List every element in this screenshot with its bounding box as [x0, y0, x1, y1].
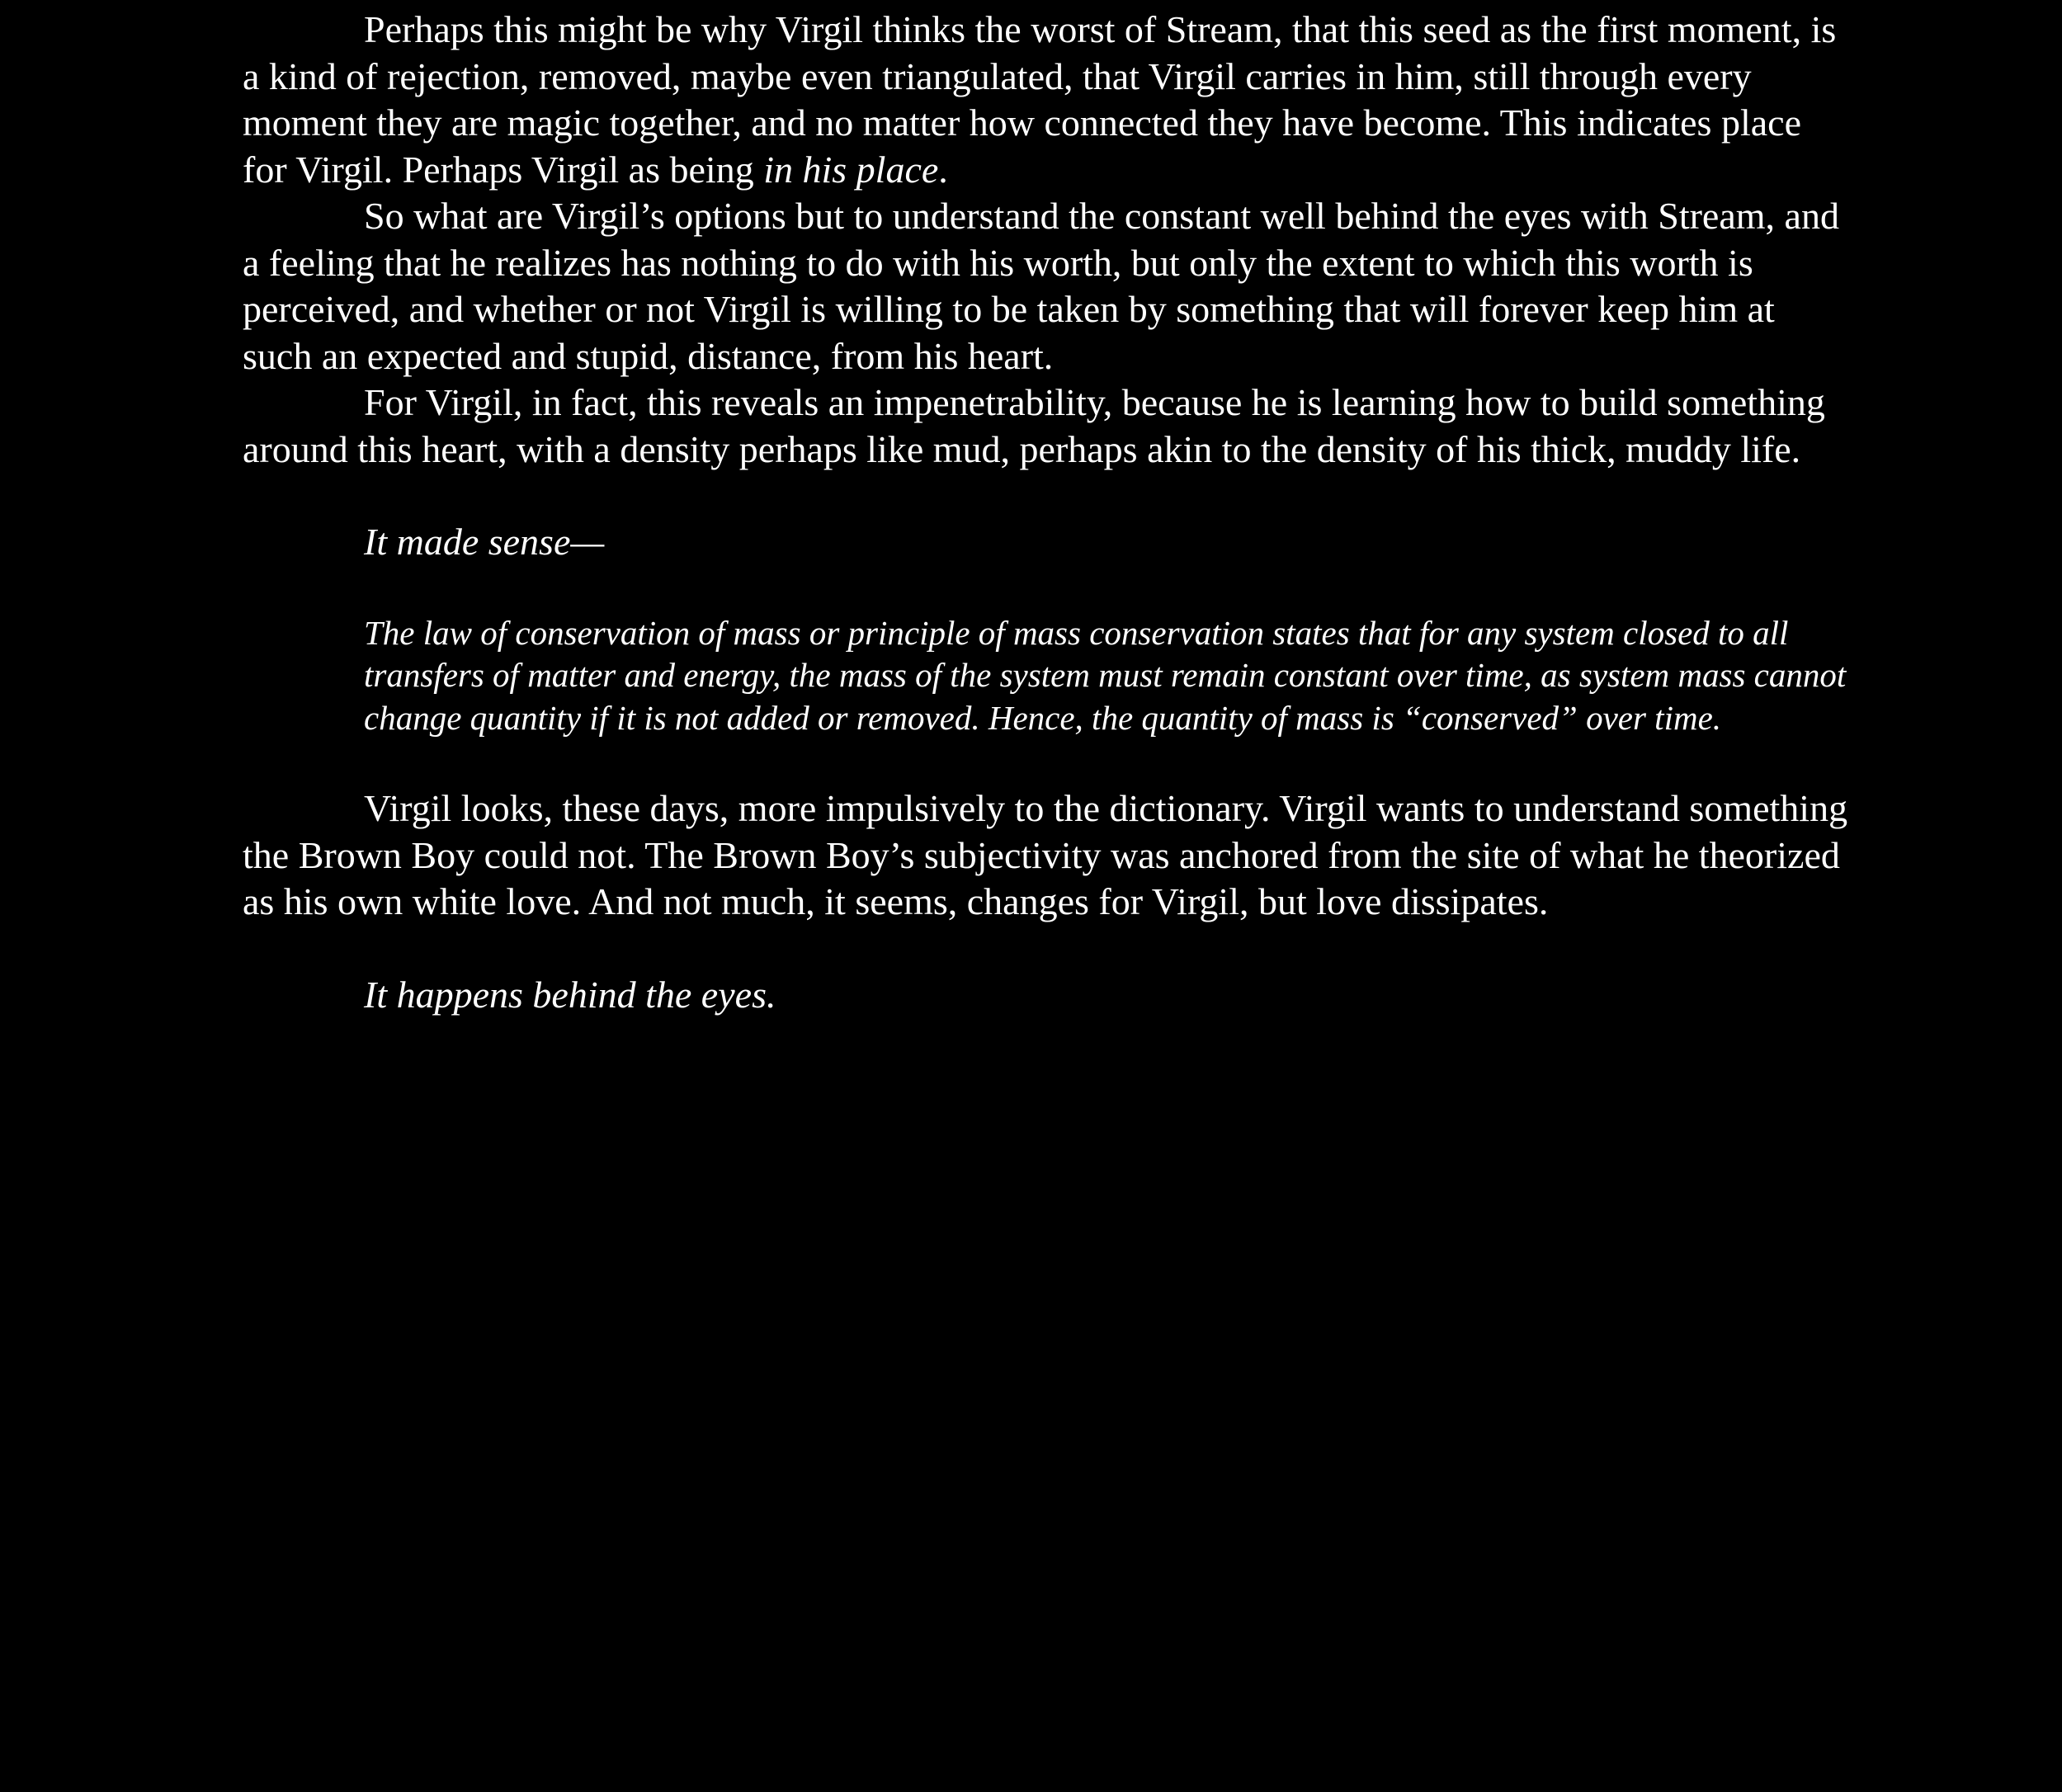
paragraph-1 — [243, 7, 1848, 193]
block-quote: The law of conservation of mass or principle of mass conservation states that for any system closed to all transfers of matter and energy, the mass of the system must remain constant over time, as system mass cannot change quantity if it is not added or removed. Hence, the quantity of mass is “conserved” over time. — [364, 613, 1847, 737]
paragraph-2: So what are Virgil’s options but to understand the constant well behind the eyes with Stream, and a feeling that he realizes has nothing to do with his worth, but only the extent to which this worth is perceived, and whether or not Virgil is willing to be taken by something that will forever keep him at such an expected and stupid, distance, from his heart. — [243, 195, 1839, 377]
paragraph-1-end: . — [938, 148, 948, 191]
paragraph-spacer — [243, 739, 1848, 785]
document-body — [243, 7, 1848, 1018]
italic-line-made-sense: It made sense— — [364, 521, 605, 563]
paragraph-spacer — [243, 926, 1848, 972]
paragraph-spacer — [243, 566, 1848, 612]
paragraph-spacer — [243, 473, 1848, 519]
paragraph-3: For Virgil, in fact, this reveals an impenetrability, because he is learning how to build something around this heart, with a density perhaps like mud, perhaps akin to the density of his thick, muddy life. — [243, 381, 1825, 470]
paragraph-4: Virgil looks, these days, more impulsively to the dictionary. Virgil wants to understand something the Brown Boy could not. The Brown Boy’s subjectivity was anchored from the site of what he theorized as his own white love. And not much, it seems, changes for Virgil, but love dissipates. — [243, 787, 1848, 922]
paragraph-1-text: Perhaps this might be why Virgil thinks the worst of Stream, that this seed as the first moment, is a kind of rejection, removed, maybe even triangulated, that Virgil carries in him, still through every moment they are magic together, and no matter how connected they have become. This indicates place for Virgil. Perhaps Virgil as being — [243, 8, 1837, 191]
paragraph-1-emphasis: in his place — [763, 148, 939, 191]
italic-line-behind-eyes: It happens behind the eyes. — [364, 973, 776, 1016]
